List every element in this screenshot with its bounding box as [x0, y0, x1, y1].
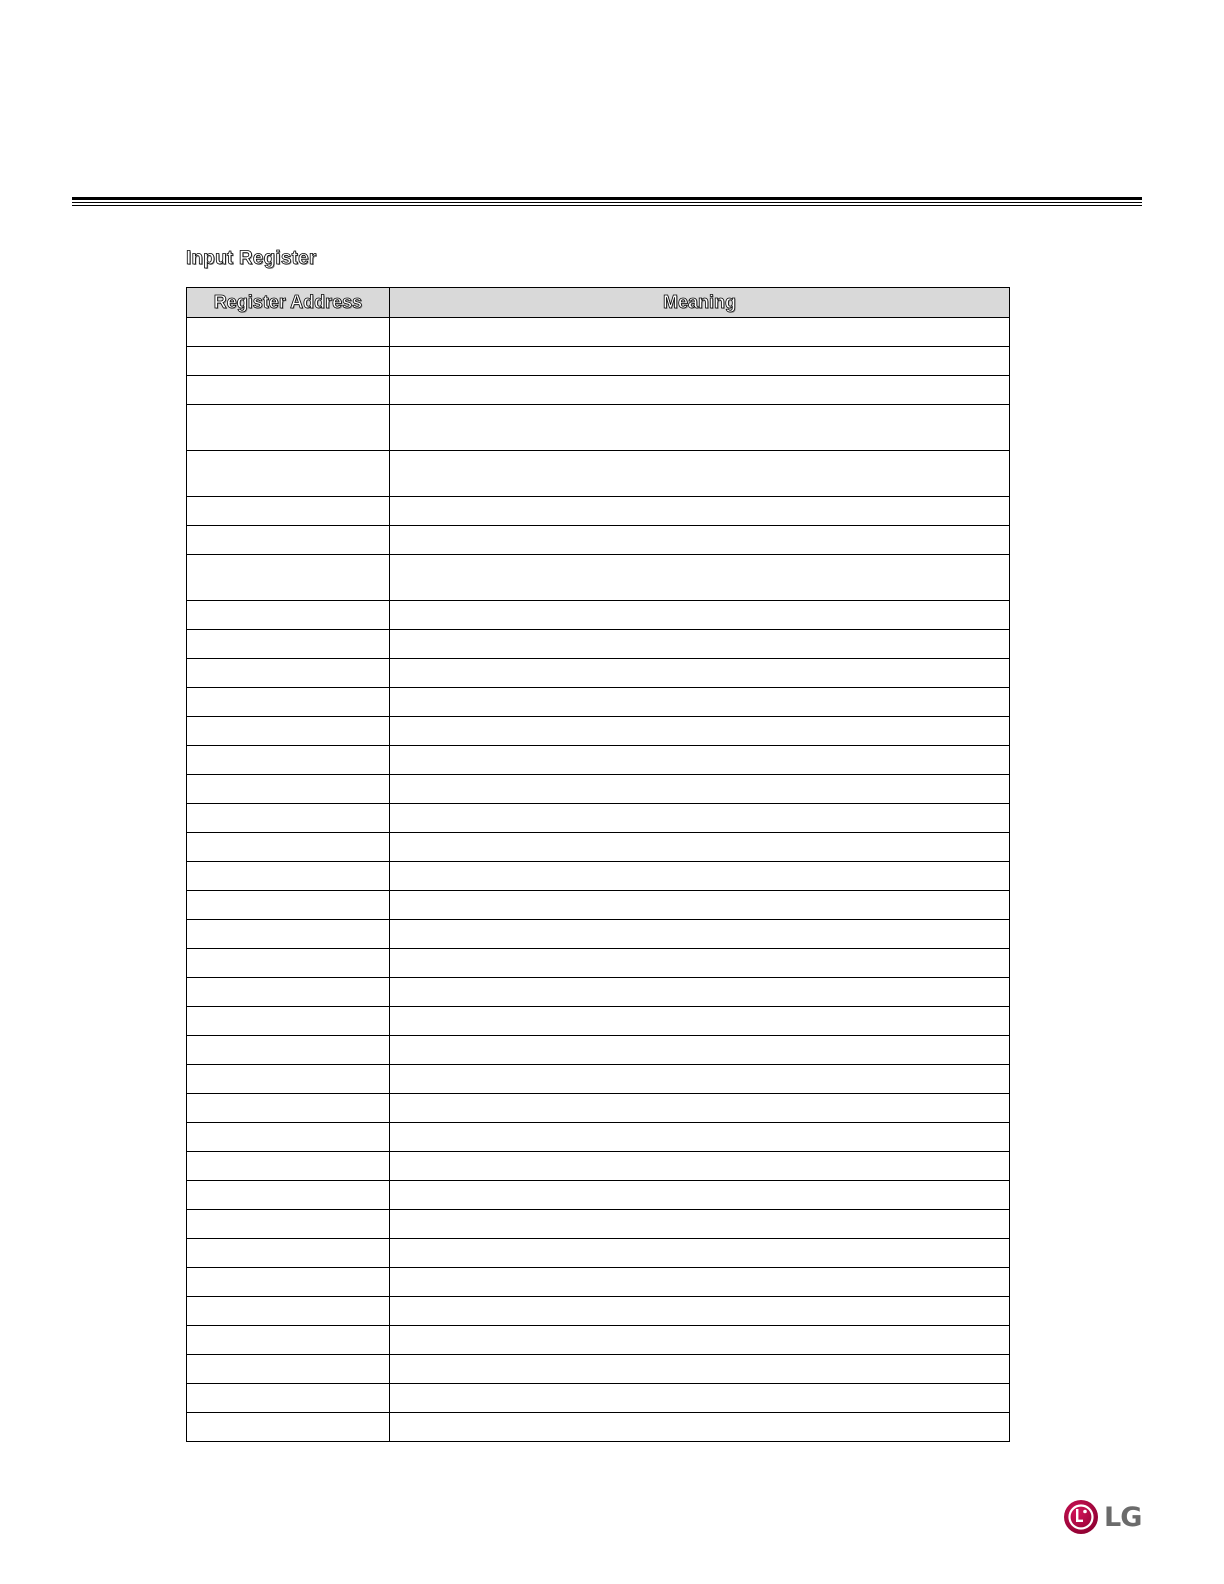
register-address-cell [187, 746, 390, 775]
meaning-cell [390, 555, 1010, 601]
register-address-cell [187, 1355, 390, 1384]
section-heading: Input Register [186, 248, 317, 269]
register-address-cell [187, 1181, 390, 1210]
column-header-meaning: Meaning [390, 288, 1010, 318]
table-row [187, 1384, 1010, 1413]
register-address-cell [187, 376, 390, 405]
meaning-cell [390, 405, 1010, 451]
input-register-table [186, 287, 1010, 1442]
table-row [187, 804, 1010, 833]
meaning-cell [390, 775, 1010, 804]
table-row [187, 1123, 1010, 1152]
table-row [187, 347, 1010, 376]
register-address-cell [187, 1239, 390, 1268]
register-address-cell [187, 717, 390, 746]
register-address-cell [187, 526, 390, 555]
meaning-cell [390, 1326, 1010, 1355]
register-address-cell [187, 1268, 390, 1297]
meaning-cell [390, 1384, 1010, 1413]
table-row [187, 978, 1010, 1007]
table-row [187, 949, 1010, 978]
register-address-cell [187, 1007, 390, 1036]
register-address-cell [187, 920, 390, 949]
meaning-cell [390, 318, 1010, 347]
table-row [187, 862, 1010, 891]
meaning-cell [390, 1065, 1010, 1094]
meaning-cell [390, 526, 1010, 555]
register-address-cell [187, 451, 390, 497]
meaning-cell [390, 920, 1010, 949]
table-row [187, 1297, 1010, 1326]
register-address-cell [187, 497, 390, 526]
header-rule [72, 197, 1142, 208]
meaning-cell [390, 688, 1010, 717]
register-address-cell [187, 1152, 390, 1181]
table-row [187, 659, 1010, 688]
register-address-cell [187, 1326, 390, 1355]
register-address-cell [187, 630, 390, 659]
meaning-cell [390, 746, 1010, 775]
meaning-cell [390, 659, 1010, 688]
lg-logo-text: LG [1104, 1501, 1142, 1533]
meaning-cell [390, 630, 1010, 659]
table-row [187, 775, 1010, 804]
meaning-cell [390, 1036, 1010, 1065]
meaning-cell [390, 1094, 1010, 1123]
table-row [187, 1152, 1010, 1181]
meaning-cell [390, 891, 1010, 920]
table-row [187, 920, 1010, 949]
table-row [187, 1181, 1010, 1210]
table-row [187, 1036, 1010, 1065]
meaning-cell [390, 601, 1010, 630]
table-row [187, 1268, 1010, 1297]
meaning-cell [390, 833, 1010, 862]
meaning-cell [390, 804, 1010, 833]
table-row [187, 451, 1010, 497]
meaning-cell [390, 497, 1010, 526]
table-row [187, 405, 1010, 451]
meaning-cell [390, 1239, 1010, 1268]
table-row [187, 1007, 1010, 1036]
register-address-cell [187, 1036, 390, 1065]
meaning-cell [390, 1297, 1010, 1326]
header-rule-thin-2 [72, 205, 1142, 206]
table-row [187, 376, 1010, 405]
header-rule-thin-1 [72, 202, 1142, 203]
table-row [187, 1210, 1010, 1239]
register-address-cell [187, 318, 390, 347]
meaning-cell [390, 717, 1010, 746]
table-row [187, 526, 1010, 555]
table-row [187, 1326, 1010, 1355]
table-row [187, 833, 1010, 862]
table-row [187, 746, 1010, 775]
table-row [187, 555, 1010, 601]
table-row [187, 688, 1010, 717]
register-address-cell [187, 1210, 390, 1239]
table-row [187, 601, 1010, 630]
meaning-cell [390, 1152, 1010, 1181]
table-row [187, 318, 1010, 347]
register-address-cell [187, 555, 390, 601]
register-address-cell [187, 1123, 390, 1152]
meaning-cell [390, 1210, 1010, 1239]
meaning-cell [390, 376, 1010, 405]
table-row [187, 1355, 1010, 1384]
table-row [187, 630, 1010, 659]
register-address-cell [187, 891, 390, 920]
meaning-cell [390, 978, 1010, 1007]
register-address-cell [187, 862, 390, 891]
meaning-cell [390, 949, 1010, 978]
column-header-register-address: Register Address [187, 288, 390, 318]
register-address-cell [187, 949, 390, 978]
meaning-cell [390, 1181, 1010, 1210]
table-row [187, 1094, 1010, 1123]
register-address-cell [187, 775, 390, 804]
register-address-cell [187, 833, 390, 862]
meaning-cell [390, 1413, 1010, 1442]
register-address-cell [187, 659, 390, 688]
register-address-cell [187, 688, 390, 717]
meaning-cell [390, 862, 1010, 891]
meaning-cell [390, 1268, 1010, 1297]
table-row [187, 717, 1010, 746]
table-body [187, 318, 1010, 1442]
table-row [187, 1239, 1010, 1268]
register-address-cell [187, 804, 390, 833]
meaning-cell [390, 347, 1010, 376]
table-row [187, 1065, 1010, 1094]
table-row [187, 497, 1010, 526]
register-address-cell [187, 978, 390, 1007]
table-row [187, 891, 1010, 920]
table-header-row [187, 288, 1010, 318]
lg-logo-icon [1063, 1499, 1099, 1535]
lg-logo [1063, 1498, 1143, 1536]
register-address-cell [187, 1094, 390, 1123]
register-address-cell [187, 1413, 390, 1442]
meaning-cell [390, 1007, 1010, 1036]
register-address-cell [187, 1384, 390, 1413]
meaning-cell [390, 1355, 1010, 1384]
register-address-cell [187, 601, 390, 630]
table-row [187, 1413, 1010, 1442]
meaning-cell [390, 451, 1010, 497]
register-address-cell [187, 1065, 390, 1094]
register-address-cell [187, 405, 390, 451]
register-address-cell [187, 1297, 390, 1326]
meaning-cell [390, 1123, 1010, 1152]
register-address-cell [187, 347, 390, 376]
